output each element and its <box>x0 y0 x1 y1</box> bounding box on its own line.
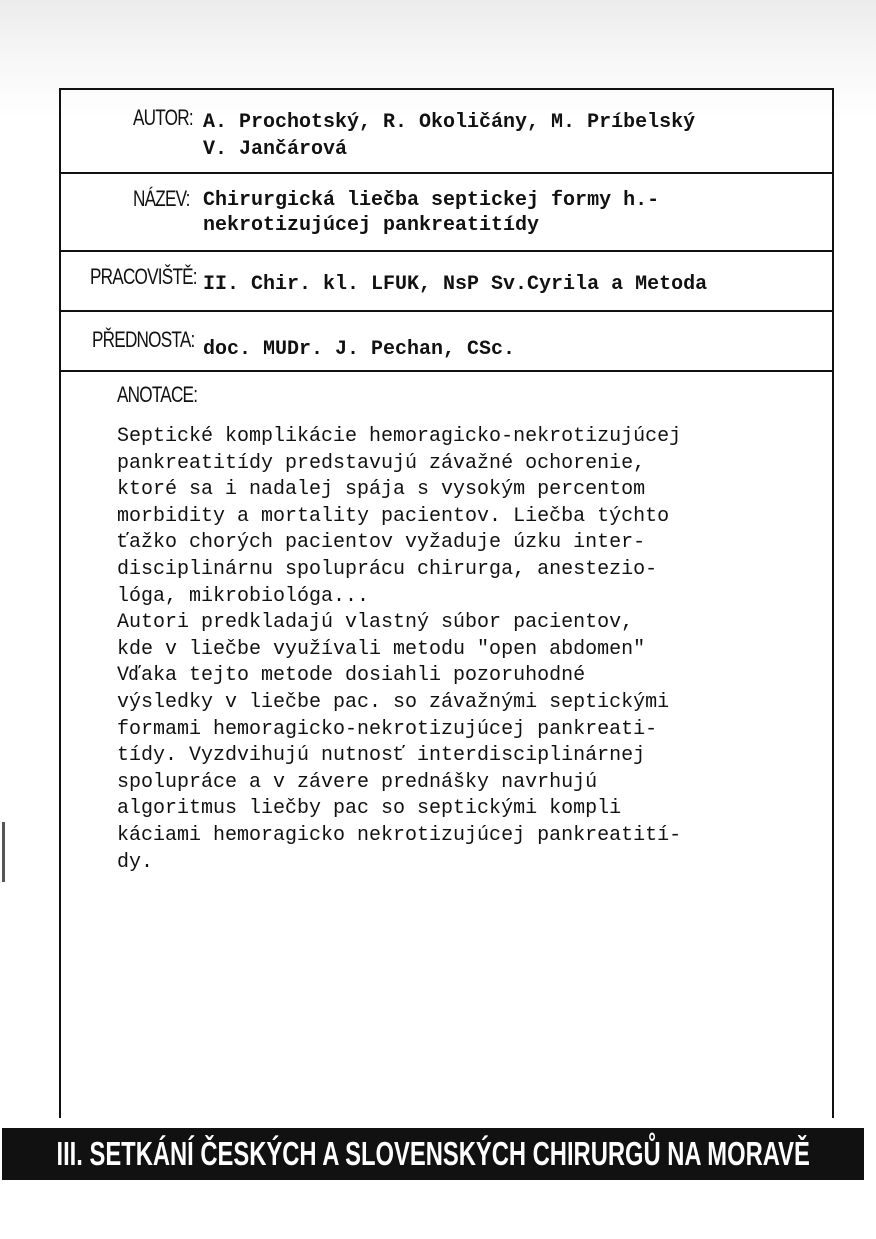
workplace-value: II. Chir. kl. LFUK, NsP Sv.Cyrila a Metoda <box>203 273 708 296</box>
annotation-line: Vďaka tejto metode dosiahli pozoruhodné <box>117 664 586 688</box>
annotation-line: káciami hemoragicko nekrotizujúcej pankreatití- <box>117 823 682 847</box>
head-label: PŘEDNOSTA: <box>92 327 195 352</box>
banner-text: III. SETKÁNÍ ČESKÝCH A SLOVENSKÝCH CHIRURGŮ NA MORAVĚ <box>56 1135 810 1172</box>
conference-banner <box>2 1128 864 1180</box>
annotation-line: formami hemoragicko-nekrotizujúcej pankreati- <box>117 717 658 741</box>
annotation-line: spolupráce a v závere prednášky navrhujú <box>117 770 598 794</box>
title-value-line1: Chirurgická liečba septickej formy h.- <box>203 189 660 212</box>
annotation-line: výsledky v liečbe pac. so závažnými septickými <box>117 690 670 714</box>
annotation-line: Autori predkladajú vlastný súbor pacientov, <box>117 611 634 635</box>
head-value: doc. MUDr. J. Pechan, CSc. <box>203 338 516 361</box>
annotation-line: morbidity a mortality pacientov. Liečba týchto <box>117 504 670 528</box>
annotation-line: dy. <box>117 850 154 874</box>
annotation-line: ktoré sa i nadalej spája s vysokým percentom <box>117 478 646 502</box>
annotation-line: kde v liečbe využívali metodu "open abdomen" <box>117 637 646 661</box>
annotation-line: algoritmus liečby pac so septickými kompli <box>117 797 622 821</box>
divider <box>59 250 834 254</box>
annotation-line: Septické komplikácie hemoragicko-nekrotizujúcej <box>117 425 682 448</box>
title-value-line2: nekrotizujúcej pankreatitídy <box>203 214 540 237</box>
scan-edge-mark <box>2 822 5 882</box>
annotation-line: ťažko chorých pacientov vyžaduje úzku inter- <box>117 531 646 555</box>
annotation-text <box>117 424 832 876</box>
author-value-line1: A. Prochotský, R. Okoličány, M. Príbelský <box>203 111 696 134</box>
author-label: AUTOR: <box>133 105 193 130</box>
annotation-line: pankreatitídy predstavujú závažné ochorenie, <box>117 451 646 475</box>
annotation-label: ANOTACE: <box>117 382 198 407</box>
divider <box>59 370 834 374</box>
annotation-line: disciplinárnu spoluprácu chirurga, anestezio- <box>117 557 658 581</box>
workplace-label: PRACOVIŠTĚ: <box>90 264 197 289</box>
divider <box>59 310 834 314</box>
annotation-line: tídy. Vyzdvihujú nutnosť interdisciplinárnej <box>117 744 646 768</box>
annotation-line: lóga, mikrobiológa... <box>117 584 370 608</box>
author-value-line2: V. Jančárová <box>203 138 348 161</box>
title-label: NÁZEV: <box>133 186 190 211</box>
divider <box>59 172 834 176</box>
